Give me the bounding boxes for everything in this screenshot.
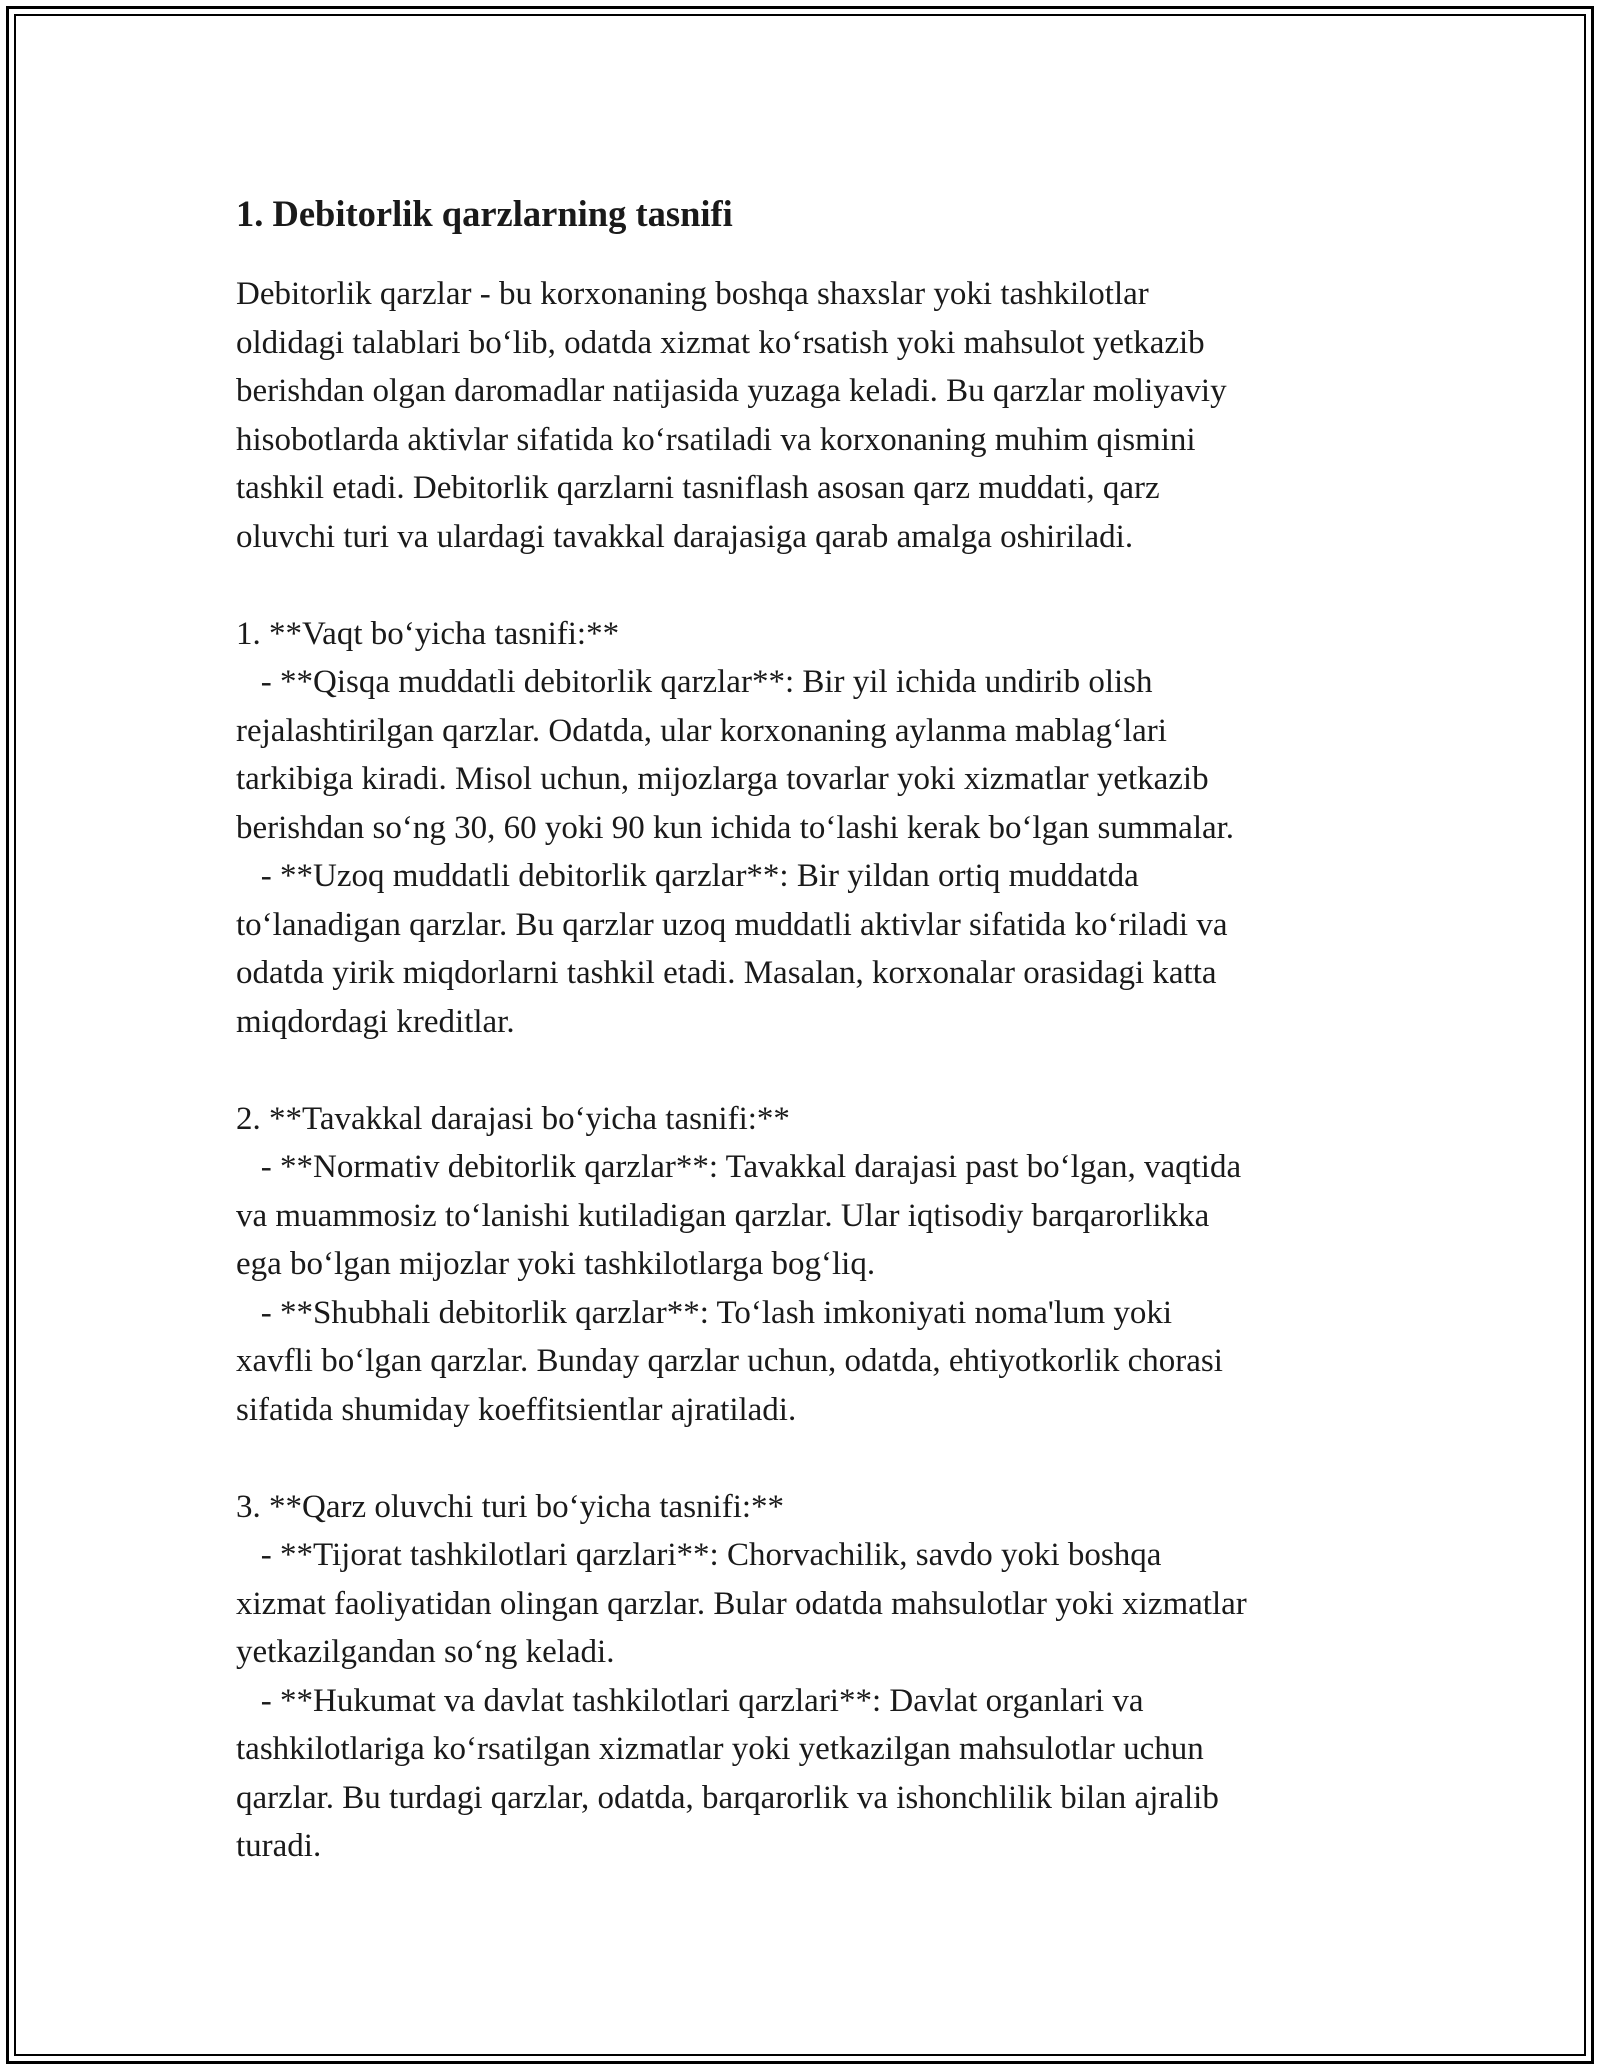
section-risk-classification <box>236 1095 1376 1435</box>
text-line: hisobotlarda aktivlar sifatida ko‘rsatiladi va korxonaning muhim qismini <box>236 421 1196 458</box>
text-line: xizmat faoliyatidan olingan qarzlar. Bular odatda mahsulotlar yoki xizmatlar <box>236 1585 1247 1622</box>
text-line: 2. **Tavakkal darajasi bo‘yicha tasnifi:** <box>236 1100 790 1137</box>
section-heading: 1. Debitorlik qarzlarning tasnifi <box>236 193 733 234</box>
text-line: turadi. <box>236 1828 322 1864</box>
text-line: - **Normativ debitorlik qarzlar**: Tavakkal darajasi past bo‘lgan, vaqtida <box>236 1149 1242 1185</box>
document-body <box>236 186 1376 1871</box>
text-line: qarzlar. Bu turdagi qarzlar, odatda, barqarorlik va ishonchlilik bilan ajralib <box>236 1779 1219 1816</box>
text-line: sifatida shumiday koeffitsientlar ajratiladi. <box>236 1391 797 1428</box>
blank-line <box>236 1046 1376 1095</box>
text-line: to‘lanadigan qarzlar. Bu qarzlar uzoq muddatli aktivlar sifatida ko‘riladi va <box>236 906 1228 943</box>
intro-paragraph <box>236 270 1376 561</box>
text-line: berishdan so‘ng 30, 60 yoki 90 kun ichida to‘lashi kerak bo‘lgan summalar. <box>236 809 1235 846</box>
text-line: va muammosiz to‘lanishi kutiladigan qarzlar. Ular iqtisodiy barqarorlikka <box>236 1197 1210 1234</box>
text-line: oluvchi turi va ulardagi tavakkal darajasiga qarab amalga oshiriladi. <box>236 518 1134 555</box>
section-borrower-classification <box>236 1483 1376 1871</box>
text-line: xavfli bo‘lgan qarzlar. Bunday qarzlar uchun, odatda, ehtiyotkorlik chorasi <box>236 1343 1223 1379</box>
text-line: - **Tijorat tashkilotlari qarzlari**: Chorvachilik, savdo yoki boshqa <box>236 1537 1162 1573</box>
text-line: Debitorlik qarzlar - bu korxonaning boshqa shaxslar yoki tashkilotlar <box>236 276 1149 312</box>
text-line: tashkilotlariga ko‘rsatilgan xizmatlar yoki yetkazilgan mahsulotlar uchun <box>236 1731 1204 1767</box>
blank-line <box>236 561 1376 610</box>
text-line: tarkibiga kiradi. Misol uchun, mijozlarga tovarlar yoki xizmatlar yetkazib <box>236 761 1209 797</box>
text-line: tashkil etadi. Debitorlik qarzlarni tasniflash asosan qarz muddati, qarz <box>236 470 1160 506</box>
blank-line <box>236 1434 1376 1483</box>
text-line: odatda yirik miqdorlarni tashkil etadi. Masalan, korxonalar orasidagi katta <box>236 955 1217 991</box>
text-line: 1. **Vaqt bo‘yicha tasnifi:** <box>236 615 620 652</box>
text-line: - **Qisqa muddatli debitorlik qarzlar**: Bir yil ichida undirib olish <box>236 664 1153 700</box>
section-time-classification <box>236 610 1376 1047</box>
text-line: - **Uzoq muddatli debitorlik qarzlar**: Bir yildan ortiq muddatda <box>236 858 1139 894</box>
text-line: rejalashtirilgan qarzlar. Odatda, ular korxonaning aylanma mablag‘lari <box>236 712 1167 749</box>
text-line: berishdan olgan daromadlar natijasida yuzaga keladi. Bu qarzlar moliyaviy <box>236 373 1227 409</box>
text-line: ega bo‘lgan mijozlar yoki tashkilotlarga bog‘liq. <box>236 1246 876 1282</box>
text-line: yetkazilgandan so‘ng keladi. <box>236 1634 615 1670</box>
text-line: - **Shubhali debitorlik qarzlar**: To‘lash imkoniyati noma'lum yoki <box>236 1294 1173 1331</box>
text-line: 3. **Qarz oluvchi turi bo‘yicha tasnifi:** <box>236 1488 785 1525</box>
text-line: - **Hukumat va davlat tashkilotlari qarzlari**: Davlat organlari va <box>236 1682 1144 1719</box>
text-line: miqdordagi kreditlar. <box>236 1003 515 1040</box>
text-line: oldidagi talablari bo‘lib, odatda xizmat ko‘rsatish yoki mahsulot yetkazib <box>236 324 1205 361</box>
